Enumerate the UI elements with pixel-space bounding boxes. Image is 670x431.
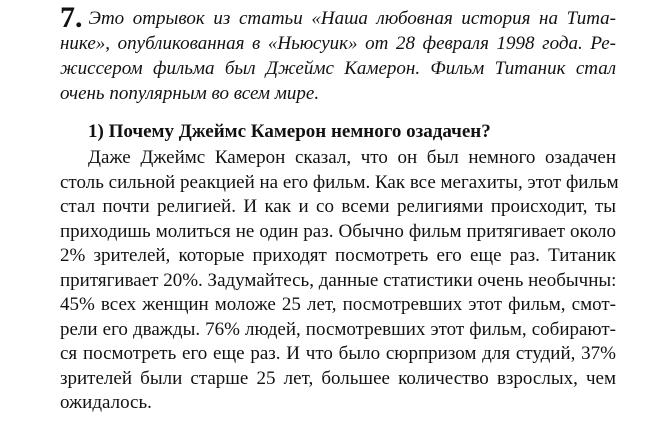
body-line: притягивает 20%. Задумайтесь, данные статистики очень необычны: (60, 269, 617, 291)
body-line: стал почти религией. И как и со всеми религиями происходит, ты (60, 196, 616, 217)
task-intro (60, 2, 616, 106)
body-line: приходишь молиться не один раз. Обычно фильм притягивает около (60, 220, 616, 242)
body-line: столь сильной реакцией на его фильм. Как все мегахиты, этот фильм (60, 171, 619, 193)
body-line: зрителей были старше 25 лет, большее количество взрослых, чем (60, 367, 616, 389)
body-line: ся посмотреть его еще раз. И что было сюрпризом для студий, 37% (60, 343, 616, 364)
body-line: 45% всех женщин моложе 25 лет, посмотревших этот фильм, смот- (60, 294, 616, 315)
intro-line (60, 1, 616, 34)
task-number: 7. (60, 1, 83, 34)
intro-line: нике», опубликованная в «Ньюсуик» от 28 февраля 1998 года. Ре- (60, 33, 616, 54)
body-line: 2% зрителей, которые приходят посмотреть его еще раз. Титаник (60, 245, 616, 266)
intro-line: жиссером фильма был Джеймс Камерон. Фильм Титаник стал (60, 58, 616, 79)
body-line: Даже Джеймс Камерон сказал, что он был немного озадачен (88, 147, 616, 168)
question-heading: 1) Почему Джеймс Камерон немного озадачен? (88, 121, 491, 142)
body-line: ожидалось. (60, 392, 152, 413)
article-body (60, 146, 619, 416)
intro-line: очень популярным во всем мире. (60, 83, 320, 104)
intro-line-text: Это отрывок из статьи «Наша любовная история на Тита- (88, 8, 616, 29)
body-line: рели его дважды. 76% людей, посмотревших этот фильм, собирают- (60, 318, 616, 340)
